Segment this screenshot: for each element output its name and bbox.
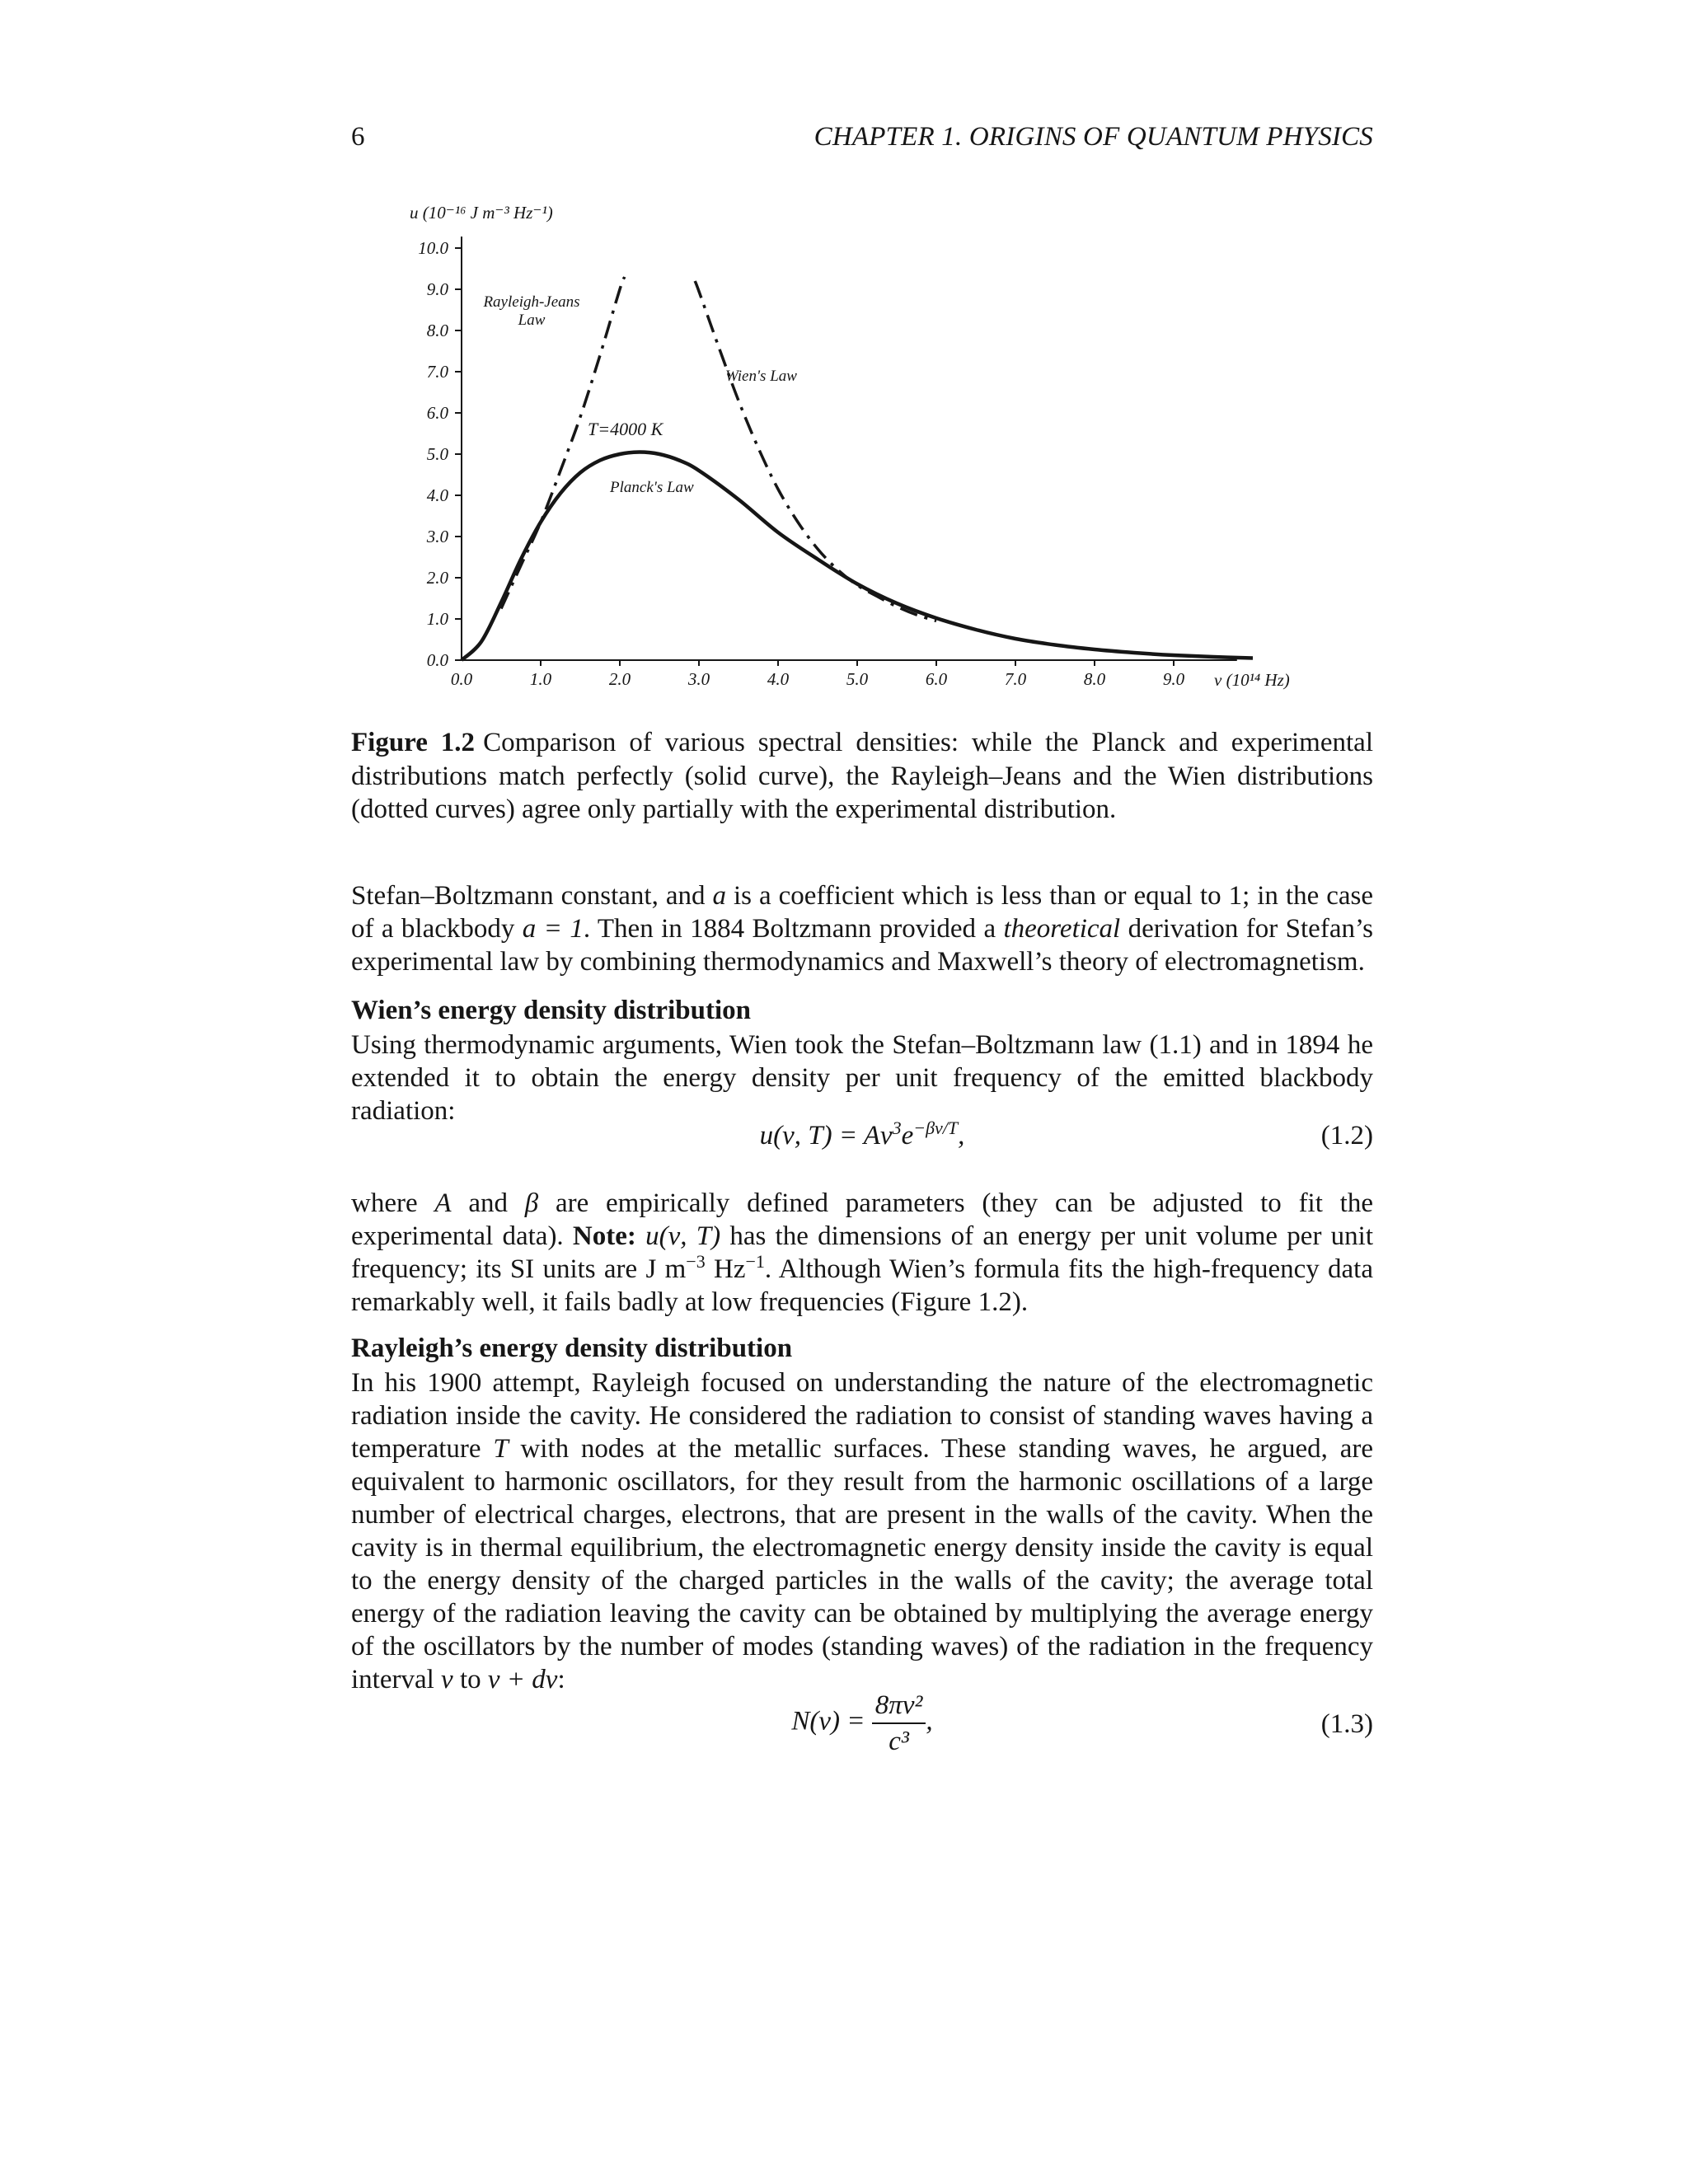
caption-text: Comparison of various spectral densities: while the Planck and experimental distributions match perfectly (solid curve), the Rayleigh–Jeans and the Wien distributions (dotted curves) agree only partially with the experimental distribution. — [351, 728, 1373, 824]
rayleigh-jeans-label: Rayleigh-Jeans — [483, 293, 580, 311]
y-tick-label: 8.0 — [426, 321, 448, 340]
planck-label: Planck's Law — [610, 479, 694, 496]
x-tick-label: 4.0 — [767, 669, 790, 689]
y-axis-label: u (10⁻¹⁶ J m⁻³ Hz⁻¹) — [410, 203, 553, 223]
wien-s-law-curve — [695, 281, 936, 621]
y-tick-label: 0.0 — [426, 650, 448, 670]
y-tick-label: 7.0 — [426, 362, 448, 382]
y-tick-label: 5.0 — [426, 444, 448, 464]
y-tick-label: 6.0 — [426, 403, 448, 423]
paragraph-rayleigh: In his 1900 attempt, Rayleigh focused on understanding the nature of the electromagnetic radiation inside the cavity. He considered the radiation to consist of standing waves having a temperature T with nodes at the metallic surfaces. These standing waves, he argued, are equivalent to harmonic oscillators, for they result from the harmonic oscillations of a large number of electrical charges, electrons, that are present in the walls of the cavity. When the cavity is in thermal equilibrium, the electromagnetic energy density inside the cavity is equal to the energy density of the charged particles in the walls of the cavity; the average total energy of the radiation leaving the cavity can be obtained by multiplying the average energy of the oscillators by the number of modes (standing waves) of the radiation in the frequency interval ν to ν + dν: — [351, 1368, 1373, 1694]
x-tick-label: 7.0 — [1004, 669, 1027, 689]
y-tick-label: 2.0 — [426, 568, 448, 588]
page-number: 6 — [351, 122, 365, 152]
equation-number: (1.3) — [1320, 1709, 1373, 1739]
running-head: CHAPTER 1. ORIGINS OF QUANTUM PHYSICS — [814, 122, 1373, 152]
x-tick-label: 8.0 — [1083, 669, 1106, 689]
x-tick-label: 2.0 — [608, 669, 631, 689]
wien-section-heading: Wien’s energy density distribution — [351, 996, 751, 1025]
equation-1-2: u(ν, $T) = A\nu^3e^{-\beta\nu/T}$, (1.2) — [759, 1118, 1373, 1151]
rayleigh-jeans-label-2: Law — [518, 312, 546, 329]
x-tick-label: 3.0 — [687, 669, 710, 689]
x-axis-label: ν (10¹⁴ Hz) — [1214, 670, 1290, 690]
x-tick-label: 1.0 — [529, 669, 552, 689]
y-tick-label: 4.0 — [426, 485, 448, 505]
x-tick-label: 9.0 — [1162, 669, 1185, 689]
chart-series — [462, 277, 1253, 660]
wien-label: Wien's Law — [725, 368, 797, 385]
paragraph-stefan: Stefan–Boltzmann constant, and a is a coefficient which is less than or equal to 1; in the case of a blackbody a = 1. Then in 1884 Boltzmann provided a theoretical derivation for Stefan’s experimental law by combining thermodynamics and Maxwell’s theory of electromagnetism. — [351, 881, 1373, 977]
paragraph-wien: Using thermodynamic arguments, Wien took the Stefan–Boltzmann law (1.1) and in 1894 he extended it to obtain the energy density per unit frequency of the emitted blackbody radiation: — [351, 1030, 1373, 1126]
equation-number: (1.2) — [1320, 1121, 1373, 1151]
x-tick-label: 6.0 — [925, 669, 948, 689]
figure-label: Figure 1.2 — [351, 728, 476, 757]
equation-1-3: N(ν) = $\frac{\text{8πν²}}{\text{c³}}$ , (1.3) — [351, 1688, 1373, 1770]
planck-s-law-curve — [462, 452, 1253, 661]
paragraph-wien-params: where A and β are empirically defined parameters (they can be adjusted to fit the experimental data). Note: u(ν, T) has the dimensions of an energy per unit volume per unit frequency; its SI units are J $m^{-3}$ $Hz^{-1}$. Although Wien’s formula fits the high-frequency data remarkably well, it fails badly at low frequencies (Figure 1.2). — [351, 1188, 1374, 1317]
figure-caption — [351, 726, 1373, 827]
spectral-density-chart — [363, 188, 1352, 715]
rayleigh-section-heading: Rayleigh’s energy density distribution — [351, 1333, 793, 1363]
y-tick-label: 10.0 — [418, 238, 448, 258]
y-tick-label: 3.0 — [426, 527, 448, 546]
x-tick-label: 5.0 — [846, 669, 869, 689]
x-tick-label: 0.0 — [450, 669, 473, 689]
temperature-label: T=4000 K — [588, 419, 663, 439]
y-tick-label: 9.0 — [426, 279, 448, 299]
y-tick-label: 1.0 — [426, 609, 448, 629]
